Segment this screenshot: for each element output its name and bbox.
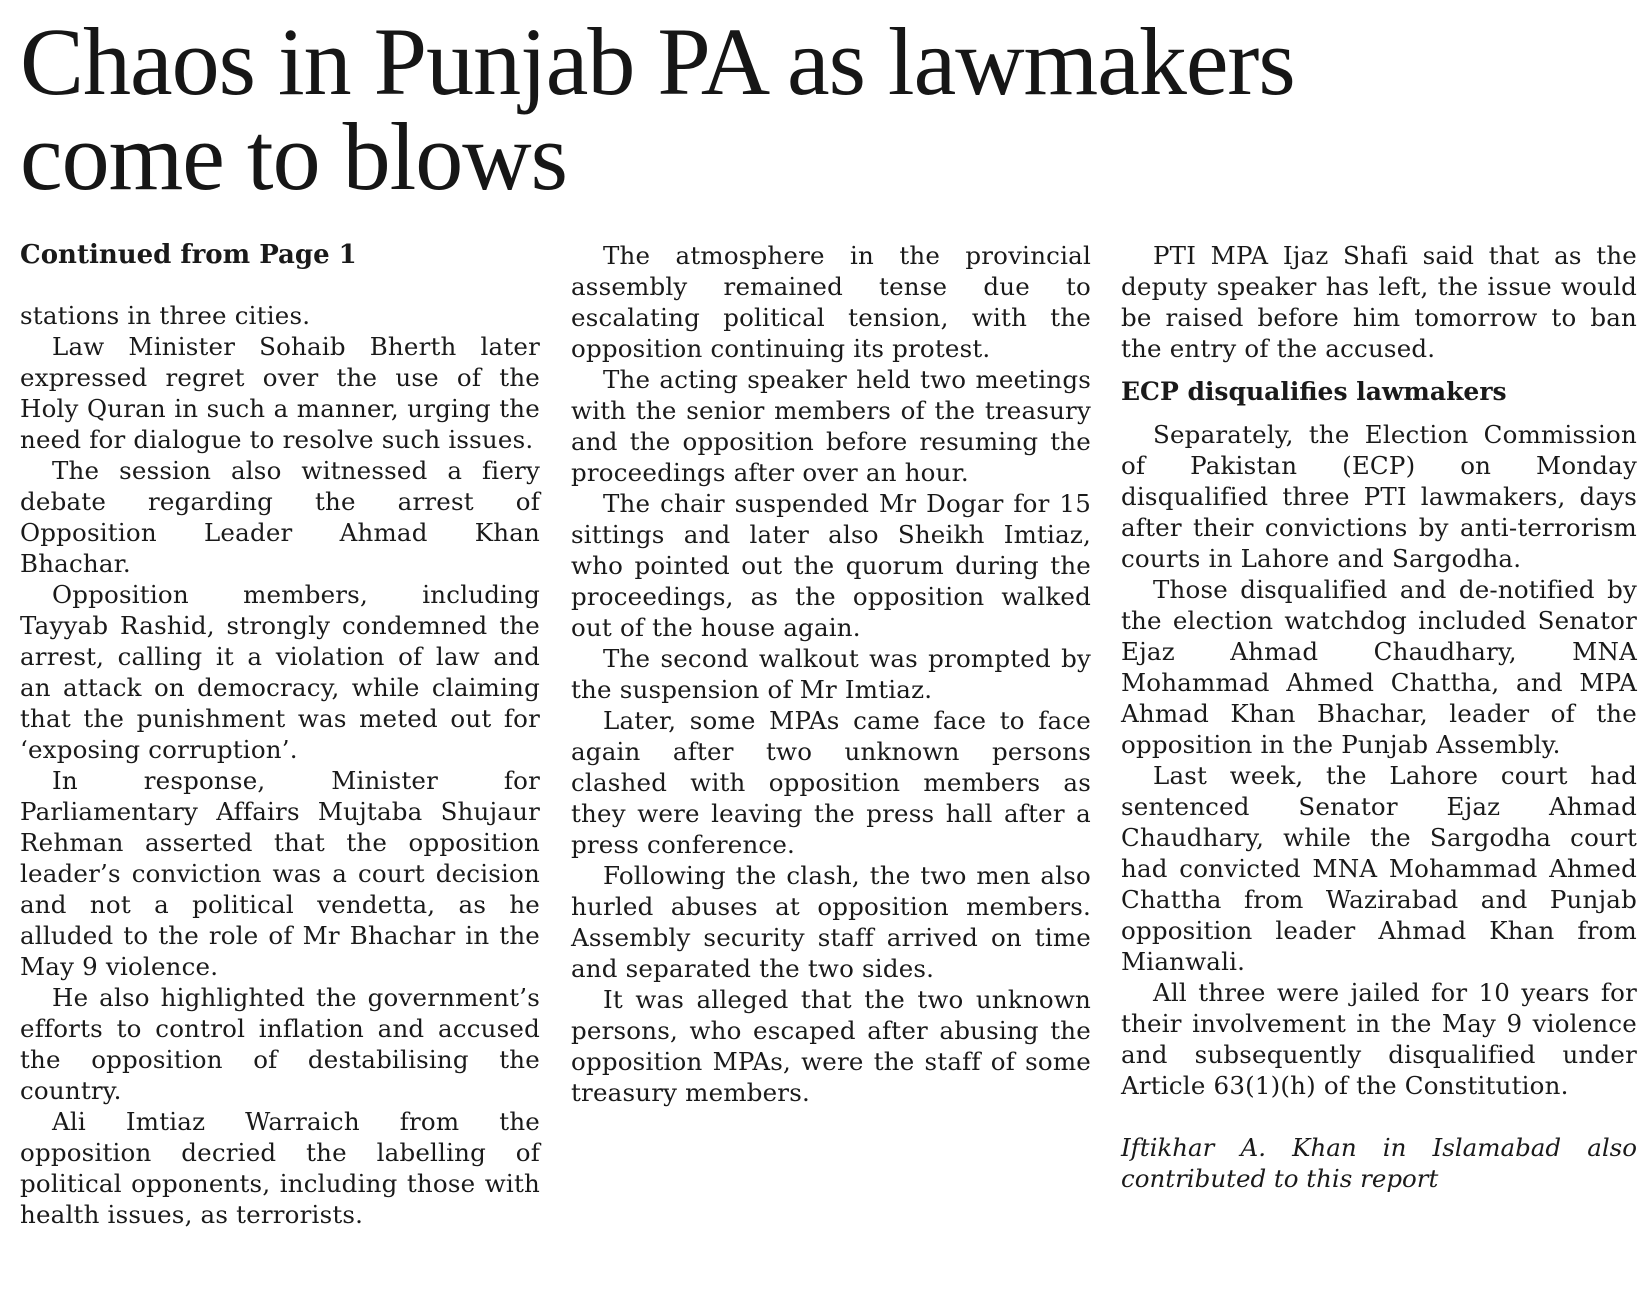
headline (20, 0, 1628, 210)
paragraph: Following the clash, the two men also hurled abuses at opposition members. Assembly security staff arrived on time and separated the two sides. (571, 861, 1091, 983)
paragraph: The second walkout was prompted by the suspension of Mr Imtiaz. (571, 644, 1091, 704)
byline: Iftikhar A. Khan in Islamabad also contributed to this report (1121, 1133, 1637, 1193)
paragraph: stations in three cities. (20, 301, 311, 330)
headline-line-1: Chaos in Punjab PA as lawmakers (20, 8, 1295, 115)
paragraph: Law Minister Sohaib Bherth later expressed regret over the use of the Holy Quran in such a manner, urging the need for dialogue to resolve such issues. (20, 332, 540, 454)
paragraph: All three were jailed for 10 years for their involvement in the May 9 violence and subsequently disqualified under Article 63(1)(h) of the Constitution. (1121, 978, 1637, 1100)
paragraph: The atmosphere in the provincial assembly remained tense due to escalating political tension, with the opposition continuing its protest. (571, 241, 1091, 363)
paragraph: Later, some MPAs came face to face again after two unknown persons clashed with opposition members as they were leaving the press hall after a press conference. (571, 706, 1091, 859)
paragraph: Opposition members, including Tayyab Rashid, strongly condemned the arrest, calling it a violation of law and an attack on democracy, while claiming that the punishment was meted out for ‘exposing corruption’. (20, 580, 540, 764)
paragraph: In response, Minister for Parliamentary Affairs Mujtaba Shujaur Rehman asserted that the opposition leader’s conviction was a court decision and not a political vendetta, as he alluded to the role of Mr Bhachar in the May 9 violence. (20, 766, 540, 981)
paragraph: Last week, the Lahore court had sentenced Senator Ejaz Ahmad Chaudhary, while the Sargodha court had convicted MNA Mohammad Ahmed Chattha from Wazirabad and Punjab opposition leader Ahmad Khan from Mianwali. (1121, 761, 1637, 976)
paragraph: It was alleged that the two unknown persons, who escaped after abusing the opposition MPAs, were the staff of some treasury members. (571, 985, 1091, 1107)
section-subhead: ECP disqualifies lawmakers (1121, 377, 1507, 406)
paragraph: The acting speaker held two meetings with the senior members of the treasury and the opposition before resuming the proceedings after over an hour. (571, 365, 1091, 487)
column-1 (20, 240, 540, 1230)
paragraph: Those disqualified and de-notified by the election watchdog included Senator Ejaz Ahmad Chaudhary, MNA Mohammad Ahmed Chattha, and MPA Ahmad Khan Bhachar, leader of the opposition in the Punjab Assembly. (1121, 575, 1637, 759)
paragraph: He also highlighted the government’s efforts to control inflation and accused the opposition of destabilising the country. (20, 983, 540, 1105)
paragraph: Ali Imtiaz Warraich from the opposition decried the labelling of political opponents, including those with health issues, as terrorists. (20, 1107, 540, 1229)
paragraph: Separately, the Election Commission of Pakistan (ECP) on Monday disqualified three PTI lawmakers, days after their convictions by anti-terrorism courts in Lahore and Sargodha. (1121, 420, 1637, 573)
paragraph: The chair suspended Mr Dogar for 15 sittings and later also Sheikh Imtiaz, who pointed out the quorum during the proceedings, as the opposition walked out of the house again. (571, 489, 1091, 642)
column-2 (571, 240, 1091, 1108)
paragraph: The session also witnessed a fiery debate regarding the arrest of Opposition Leader Ahmad Khan Bhachar. (20, 456, 540, 578)
headline-line-2: come to blows (20, 103, 567, 210)
continued-kicker: Continued from Page 1 (20, 240, 357, 270)
column-3 (1121, 240, 1637, 1194)
paragraph: PTI MPA Ijaz Shafi said that as the deputy speaker has left, the issue would be raised before him tomorrow to ban the entry of the accused. (1121, 241, 1637, 363)
